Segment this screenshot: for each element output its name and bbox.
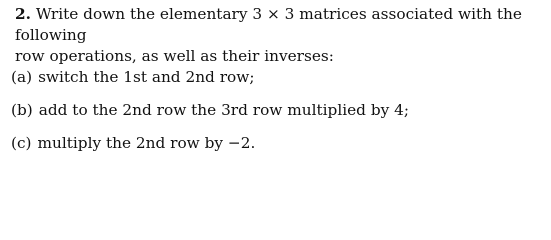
subpart-label: (b) xyxy=(11,101,33,119)
subpart-label: (a) xyxy=(11,68,33,86)
subpart-text: multiply the 2nd row by −2. xyxy=(37,134,256,152)
problem-intro xyxy=(15,4,545,67)
subpart-label: (c) xyxy=(11,134,32,152)
problem-text-line-2: row operations, as well as their inverses: xyxy=(15,47,334,65)
subpart-text: switch the 1st and 2nd row; xyxy=(38,68,255,86)
problem-number: 2. xyxy=(15,5,31,23)
subpart-b xyxy=(11,100,409,120)
subpart-c xyxy=(11,133,255,153)
subpart-text: add to the 2nd row the 3rd row multiplied by 4; xyxy=(38,101,409,119)
problem-statement xyxy=(15,4,545,67)
subpart-a xyxy=(11,67,254,87)
problem-text-line-1: Write down the elementary 3 × 3 matrices associated with the following xyxy=(15,5,522,44)
